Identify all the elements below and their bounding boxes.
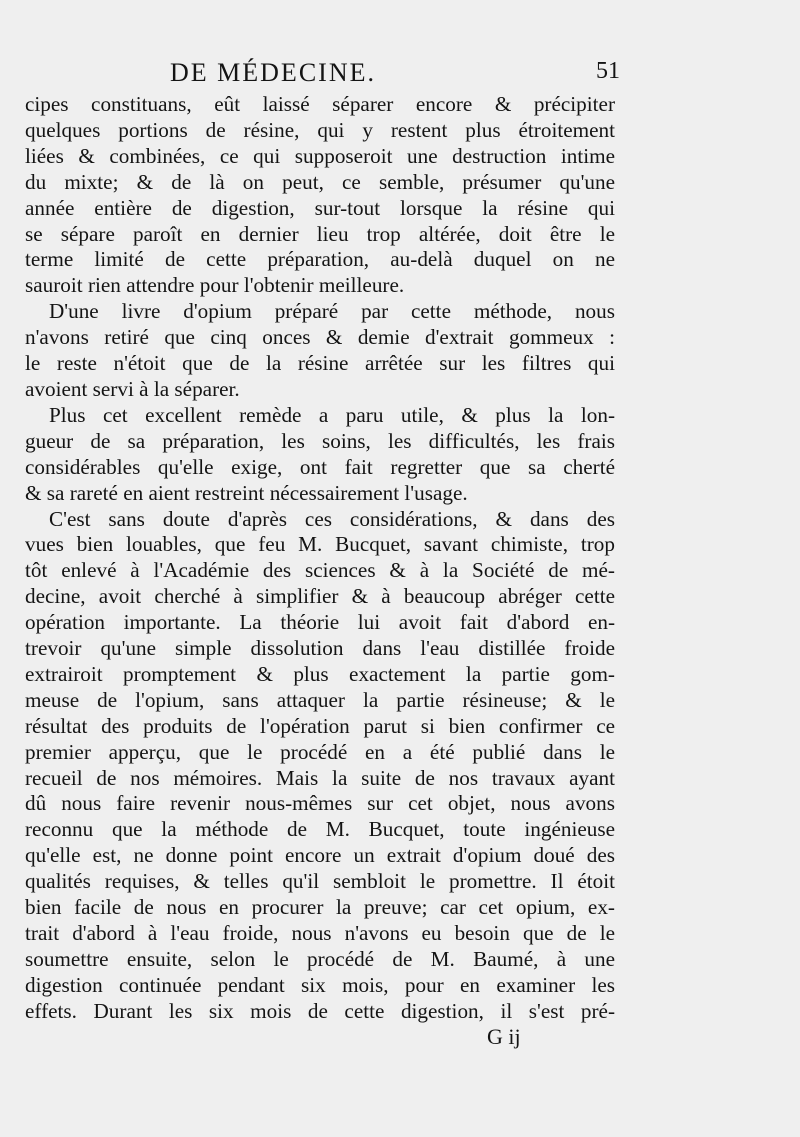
text-line: cipes constituans, eût laissé séparer encore & précipiter [25, 92, 615, 116]
text-line: meuse de l'opium, sans attaquer la partie résineuse; & le [25, 687, 615, 712]
text-line: sauroit rien attendre pour l'obtenir meilleure. [25, 273, 405, 298]
text-line: reconnu que la méthode de M. Bucquet, toute ingénieuse [25, 817, 615, 842]
text-line: opération importante. La théorie lui avoit fait d'abord en- [25, 610, 615, 635]
text-line: vues bien louables, que feu M. Bucquet, savant chimiste, trop [25, 532, 615, 557]
text-line: decine, avoit cherché à simplifier & à beaucoup abréger cette [25, 584, 615, 609]
text-line: le reste n'étoit que de la résine arrêtée sur les filtres qui [25, 351, 615, 376]
text-line: du mixte; & de là on peut, ce semble, présumer qu'une [25, 169, 615, 194]
text-line: & sa rareté en aient restreint nécessairement l'usage. [25, 480, 468, 505]
text-line: considérables qu'elle exige, ont fait regretter que sa cherté [25, 454, 615, 479]
text-line: premier apperçu, que le procédé en a été publié dans le [25, 739, 615, 764]
text-line: année entière de digestion, sur-tout lorsque la résine qui [25, 195, 615, 220]
text-line: résultat des produits de l'opération parut si bien confirmer ce [25, 713, 615, 738]
text-line: bien facile de nous en procurer la preuve; car cet opium, ex- [25, 895, 615, 920]
text-line: soumettre ensuite, selon le procédé de M. Baumé, à une [25, 946, 615, 971]
text-line: avoient servi à la séparer. [25, 376, 240, 401]
text-line: tôt enlevé à l'Académie des sciences & à la Société de mé- [25, 558, 615, 583]
page-header [170, 58, 620, 92]
running-head: DE MÉDECINE. [170, 58, 376, 87]
text-line: C'est sans doute d'après ces considérations, & dans des [49, 506, 615, 531]
text-line: terme limité de cette préparation, au-delà duquel on ne [25, 247, 615, 272]
text-line: liées & combinées, ce qui supposeroit une destruction intime [25, 143, 615, 168]
page-number: 51 [596, 58, 620, 84]
text-line: Plus cet excellent remède a paru utile, & plus la lon- [49, 402, 615, 427]
text-line: quelques portions de résine, qui y restent plus étroitement [25, 117, 615, 142]
text-line: dû nous faire revenir nous-mêmes sur cet objet, nous avons [25, 791, 615, 816]
text-line: gueur de sa préparation, les soins, les difficultés, les frais [25, 428, 615, 453]
text-line: extrairoit promptement & plus exactement la partie gom- [25, 661, 615, 686]
text-line: trait d'abord à l'eau froide, nous n'avons eu besoin que de le [25, 921, 615, 945]
signature-mark: G ij [487, 1024, 521, 1049]
text-line: effets. Durant les six mois de cette digestion, il s'est pré- [25, 998, 615, 1023]
text-line: qu'elle est, ne donne point encore un extrait d'opium doué des [25, 843, 615, 868]
body-text [25, 92, 615, 1025]
text-line: recueil de nos mémoires. Mais la suite de nos travaux ayant [25, 765, 615, 790]
text-line: D'une livre d'opium préparé par cette méthode, nous [49, 299, 615, 324]
text-line: trevoir qu'une simple dissolution dans l'eau distillée froide [25, 636, 615, 661]
text-line: qualités requises, & telles qu'il sembloit le promettre. Il étoit [25, 869, 615, 894]
text-line: digestion continuée pendant six mois, pour en examiner les [25, 972, 615, 997]
text-line: se sépare paroît en dernier lieu trop altérée, doit être le [25, 221, 615, 246]
text-line: n'avons retiré que cinq onces & demie d'extrait gommeux : [25, 325, 615, 350]
